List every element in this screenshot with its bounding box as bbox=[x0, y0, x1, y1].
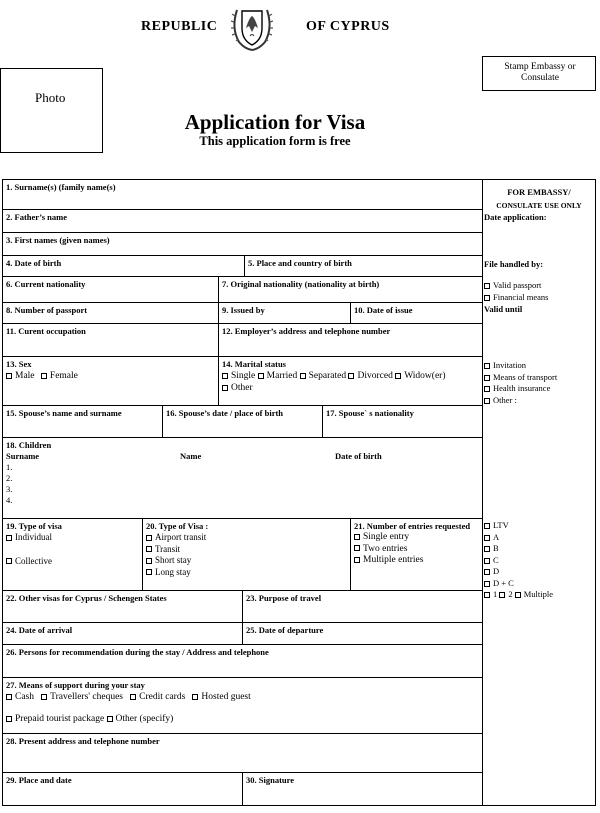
file-handled-label: File handled by: bbox=[484, 259, 544, 269]
check-financial-means-label: Financial means bbox=[493, 291, 549, 302]
option-travellers-cheques-label: Travellers' cheques bbox=[50, 692, 123, 702]
sidebar-entries-row bbox=[484, 589, 553, 601]
header-of-cyprus: OF CYPRUS bbox=[306, 19, 390, 34]
field-marital-status-label: 14. Marital status bbox=[222, 359, 286, 369]
checkbox-icon bbox=[484, 535, 490, 541]
option-other-label: Other bbox=[231, 383, 253, 393]
field-spouse-name-label: 15. Spouse’s name and surname bbox=[6, 408, 122, 418]
option-short-stay[interactable] bbox=[146, 555, 347, 567]
check-invitation-label: Invitation bbox=[493, 360, 527, 370]
check-entries-two[interactable] bbox=[499, 589, 512, 599]
field-other-visas[interactable] bbox=[2, 590, 243, 623]
date-application-label: Date application: bbox=[484, 212, 547, 222]
option-prepaid-package[interactable] bbox=[6, 714, 104, 724]
check-a[interactable] bbox=[484, 532, 553, 544]
field-spouse-birth-label: 16. Spouse’s date / place of birth bbox=[166, 408, 284, 418]
field-spouse-nationality-label: 17. Spouse` s nationality bbox=[326, 408, 414, 418]
checkbox-icon bbox=[484, 592, 490, 598]
field-children[interactable] bbox=[2, 437, 483, 519]
checkbox-icon bbox=[484, 523, 490, 529]
checkbox-icon bbox=[222, 373, 228, 379]
page-subtitle: This application form is free bbox=[199, 134, 351, 148]
field-issued-by[interactable] bbox=[218, 302, 351, 324]
check-other-label: Other : bbox=[493, 394, 517, 405]
field-issued-by-label: 9. Issued by bbox=[222, 305, 265, 315]
field-purpose-of-travel-label: 23. Purpose of travel bbox=[246, 593, 322, 603]
field-current-nationality[interactable] bbox=[2, 276, 219, 303]
check-b[interactable] bbox=[484, 543, 553, 555]
field-sex bbox=[2, 356, 219, 406]
field-fathers-name-label: 2. Father’s name bbox=[6, 212, 67, 222]
option-multiple-entries[interactable] bbox=[354, 555, 479, 567]
option-individual[interactable] bbox=[6, 532, 139, 544]
field-passport-number-label: 8. Number of passport bbox=[6, 305, 88, 315]
field-purpose-of-travel[interactable] bbox=[242, 590, 483, 623]
checkbox-icon bbox=[300, 373, 306, 379]
option-other[interactable] bbox=[222, 383, 253, 393]
embassy-use-panel bbox=[482, 179, 596, 806]
option-airport-transit-label: Airport transit bbox=[155, 532, 207, 542]
option-single[interactable] bbox=[222, 371, 255, 381]
check-invitation[interactable] bbox=[484, 360, 557, 372]
field-visa-type-19-label: 19. Type of visa bbox=[6, 521, 62, 531]
field-entries bbox=[350, 518, 483, 591]
option-individual-label: Individual bbox=[15, 532, 52, 542]
checkbox-icon bbox=[354, 557, 360, 563]
check-a-label: A bbox=[493, 531, 500, 542]
option-credit-cards[interactable] bbox=[130, 692, 185, 702]
checkbox-icon bbox=[6, 535, 12, 541]
option-divorced[interactable] bbox=[348, 371, 392, 381]
check-ltv[interactable] bbox=[484, 520, 553, 532]
field-present-address-label: 28. Present address and telephone number bbox=[6, 736, 160, 746]
checkbox-icon bbox=[484, 386, 490, 392]
field-date-of-arrival-label: 24. Date of arrival bbox=[6, 625, 73, 635]
field-entries-label: 21. Number of entries requested bbox=[354, 521, 471, 531]
check-d[interactable] bbox=[484, 566, 553, 578]
option-single-label: Single bbox=[231, 371, 256, 381]
checkbox-icon bbox=[6, 694, 12, 700]
checkbox-icon bbox=[146, 535, 152, 541]
option-collective[interactable] bbox=[6, 556, 139, 568]
checkbox-icon bbox=[484, 546, 490, 552]
field-current-nationality-label: 6. Current nationality bbox=[6, 279, 86, 289]
checkbox-icon bbox=[146, 569, 152, 575]
checkbox-icon bbox=[354, 545, 360, 551]
checkbox-icon bbox=[484, 569, 490, 575]
field-employer-address[interactable] bbox=[218, 323, 483, 357]
option-male-label: Male bbox=[15, 371, 35, 381]
checkbox-icon bbox=[146, 546, 152, 552]
field-signature-label: 30. Signature bbox=[246, 775, 295, 785]
children-row: 3. bbox=[6, 484, 13, 494]
option-female-label: Female bbox=[49, 371, 78, 381]
embassy-checks-group bbox=[484, 360, 557, 406]
field-date-of-issue[interactable] bbox=[350, 302, 483, 324]
check-entries-one[interactable] bbox=[484, 589, 497, 599]
field-signature[interactable] bbox=[242, 772, 483, 806]
option-prepaid-package-label: Prepaid tourist package bbox=[15, 714, 105, 724]
option-two-entries[interactable] bbox=[354, 544, 479, 556]
field-occupation-label: 11. Curent occupation bbox=[6, 326, 86, 336]
field-employer-address-label: 12. Employer’s address and telephone number bbox=[222, 326, 391, 336]
children-col-dob: Date of birth bbox=[335, 451, 382, 461]
option-travellers-cheques[interactable] bbox=[41, 692, 123, 702]
option-female[interactable] bbox=[41, 371, 78, 381]
checkbox-icon bbox=[130, 694, 136, 700]
check-entries-multiple-label: Multiple bbox=[523, 589, 554, 599]
option-long-stay[interactable] bbox=[146, 567, 347, 579]
checkbox-icon bbox=[258, 373, 264, 379]
valid-until-label: Valid until bbox=[484, 304, 523, 314]
field-first-names-label: 3. First names (given names) bbox=[6, 235, 110, 245]
check-c[interactable] bbox=[484, 555, 553, 567]
field-other-visas-label: 22. Other visas for Cyprus / Schengen States bbox=[6, 593, 167, 603]
option-married-label: Married bbox=[266, 371, 298, 381]
option-male[interactable] bbox=[6, 371, 35, 381]
option-widow-label: Widow(er) bbox=[404, 371, 446, 381]
field-date-of-birth-label: 4. Date of birth bbox=[6, 258, 62, 268]
check-means-of-transport[interactable] bbox=[484, 372, 557, 384]
option-transit[interactable] bbox=[146, 544, 347, 556]
checkbox-icon bbox=[41, 373, 47, 379]
field-surname-label: 1. Surname(s) (family name(s) bbox=[6, 182, 116, 192]
field-place-and-date-label: 29. Place and date bbox=[6, 775, 72, 785]
field-place-of-birth-label: 5. Place and country of birth bbox=[248, 258, 352, 268]
option-hosted-guest[interactable] bbox=[192, 692, 250, 702]
page-title: Application for Visa bbox=[184, 110, 366, 134]
checkbox-icon bbox=[6, 716, 12, 722]
embassy-use-title-line1: FOR EMBASSY/ bbox=[507, 187, 571, 197]
embassy-visa-codes-group bbox=[484, 520, 553, 601]
checkbox-icon bbox=[6, 558, 12, 564]
embassy-use-title-line2: CONSULATE USE ONLY bbox=[496, 201, 582, 210]
children-row: 1. bbox=[6, 462, 13, 472]
field-visa-type-19 bbox=[2, 518, 143, 591]
field-visa-type-20-label: 20. Type of Visa : bbox=[146, 521, 209, 531]
check-health-insurance-label: Health insurance bbox=[493, 383, 551, 393]
option-airport-transit[interactable] bbox=[146, 532, 347, 544]
field-sex-label: 13. Sex bbox=[6, 359, 32, 369]
option-separated-label: Separated bbox=[308, 371, 347, 381]
children-row: 2. bbox=[6, 473, 13, 483]
field-present-address[interactable] bbox=[2, 733, 483, 773]
header-republic: REPUBLIC bbox=[141, 19, 218, 34]
option-credit-cards-label: Credit cards bbox=[139, 692, 186, 702]
option-single-entry[interactable] bbox=[354, 532, 479, 544]
field-date-of-departure-label: 25. Date of departure bbox=[246, 625, 324, 635]
stamp-box bbox=[482, 56, 596, 91]
checkbox-icon bbox=[499, 592, 505, 598]
check-financial-means[interactable] bbox=[484, 292, 548, 304]
field-original-nationality[interactable] bbox=[218, 276, 483, 303]
option-long-stay-label: Long stay bbox=[155, 566, 191, 577]
check-c-label: C bbox=[493, 554, 499, 565]
embassy-docs-group bbox=[484, 280, 548, 303]
option-collective-label: Collective bbox=[15, 555, 52, 566]
checkbox-icon bbox=[222, 385, 228, 391]
checkbox-icon bbox=[484, 398, 490, 404]
field-place-and-date[interactable] bbox=[2, 772, 243, 806]
option-widow[interactable] bbox=[395, 371, 445, 381]
field-children-label: 18. Children bbox=[6, 440, 52, 450]
field-means-of-support-label: 27. Means of support during your stay bbox=[6, 680, 145, 690]
photo-label: Photo bbox=[35, 90, 66, 105]
checkbox-icon bbox=[395, 373, 401, 379]
check-valid-passport[interactable] bbox=[484, 280, 548, 292]
check-d-plus-c[interactable] bbox=[484, 578, 553, 590]
field-first-names[interactable] bbox=[2, 232, 483, 256]
check-d-plus-c-label: D + C bbox=[493, 577, 514, 588]
checkbox-icon bbox=[354, 534, 360, 540]
option-separated[interactable] bbox=[300, 371, 346, 381]
checkbox-icon bbox=[484, 295, 490, 301]
check-ltv-label: LTV bbox=[493, 520, 509, 530]
option-cash[interactable] bbox=[6, 692, 34, 702]
option-hosted-guest-label: Hosted guest bbox=[201, 692, 251, 702]
check-health-insurance[interactable] bbox=[484, 383, 557, 395]
field-surname[interactable] bbox=[2, 179, 483, 210]
check-other[interactable] bbox=[484, 395, 557, 407]
check-means-of-transport-label: Means of transport bbox=[493, 371, 558, 382]
option-divorced-label: Divorced bbox=[357, 371, 393, 381]
checkbox-icon bbox=[484, 581, 490, 587]
children-col-surname: Surname bbox=[6, 451, 40, 461]
checkbox-icon bbox=[192, 694, 198, 700]
field-date-of-birth[interactable] bbox=[2, 255, 245, 277]
checkbox-icon bbox=[484, 558, 490, 564]
field-recommendation[interactable] bbox=[2, 644, 483, 678]
check-entries-one-label: 1 bbox=[493, 589, 498, 599]
check-entries-multiple[interactable] bbox=[515, 589, 553, 599]
option-cash-label: Cash bbox=[15, 692, 34, 702]
field-place-of-birth[interactable] bbox=[244, 255, 483, 277]
option-other-specify-label: Other (specify) bbox=[115, 714, 174, 724]
field-date-of-arrival[interactable] bbox=[2, 622, 243, 645]
option-other-specify[interactable] bbox=[107, 714, 174, 724]
checkbox-icon bbox=[6, 373, 12, 379]
checkbox-icon bbox=[41, 694, 47, 700]
field-marital-status bbox=[218, 356, 483, 406]
children-col-name: Name bbox=[180, 451, 202, 461]
field-means-of-support bbox=[2, 677, 483, 734]
option-multiple-entries-label: Multiple entries bbox=[363, 555, 424, 565]
option-short-stay-label: Short stay bbox=[155, 555, 192, 565]
option-transit-label: Transit bbox=[155, 543, 181, 554]
checkbox-icon bbox=[484, 375, 490, 381]
check-entries-two-label: 2 bbox=[508, 589, 513, 599]
checkbox-icon bbox=[146, 558, 152, 564]
check-valid-passport-label: Valid passport bbox=[493, 280, 542, 290]
field-fathers-name[interactable] bbox=[2, 209, 483, 233]
field-recommendation-label: 26. Persons for recommendation during the stay / Address and telephone bbox=[6, 647, 269, 657]
children-row: 4. bbox=[6, 495, 13, 505]
field-date-of-departure[interactable] bbox=[242, 622, 483, 645]
checkbox-icon bbox=[348, 373, 354, 379]
checkbox-icon bbox=[484, 283, 490, 289]
option-single-entry-label: Single entry bbox=[363, 532, 410, 542]
field-passport-number[interactable] bbox=[2, 302, 219, 324]
field-original-nationality-label: 7. Original nationality (nationality at birth) bbox=[222, 279, 380, 289]
field-visa-type-20 bbox=[142, 518, 351, 591]
check-b-label: B bbox=[493, 543, 499, 553]
field-spouse-birth[interactable] bbox=[162, 405, 323, 438]
checkbox-icon bbox=[484, 363, 490, 369]
field-occupation[interactable] bbox=[2, 323, 219, 357]
checkbox-icon bbox=[107, 716, 113, 722]
stamp-label: Stamp Embassy or Consulate bbox=[504, 62, 576, 83]
field-date-of-issue-label: 10. Date of issue bbox=[354, 305, 413, 315]
emblem-icon bbox=[229, 2, 275, 54]
checkbox-icon bbox=[515, 592, 521, 598]
field-spouse-nationality[interactable] bbox=[322, 405, 483, 438]
option-two-entries-label: Two entries bbox=[363, 543, 408, 554]
check-d-label: D bbox=[493, 566, 500, 576]
field-spouse-name[interactable] bbox=[2, 405, 163, 438]
option-married[interactable] bbox=[258, 371, 298, 381]
